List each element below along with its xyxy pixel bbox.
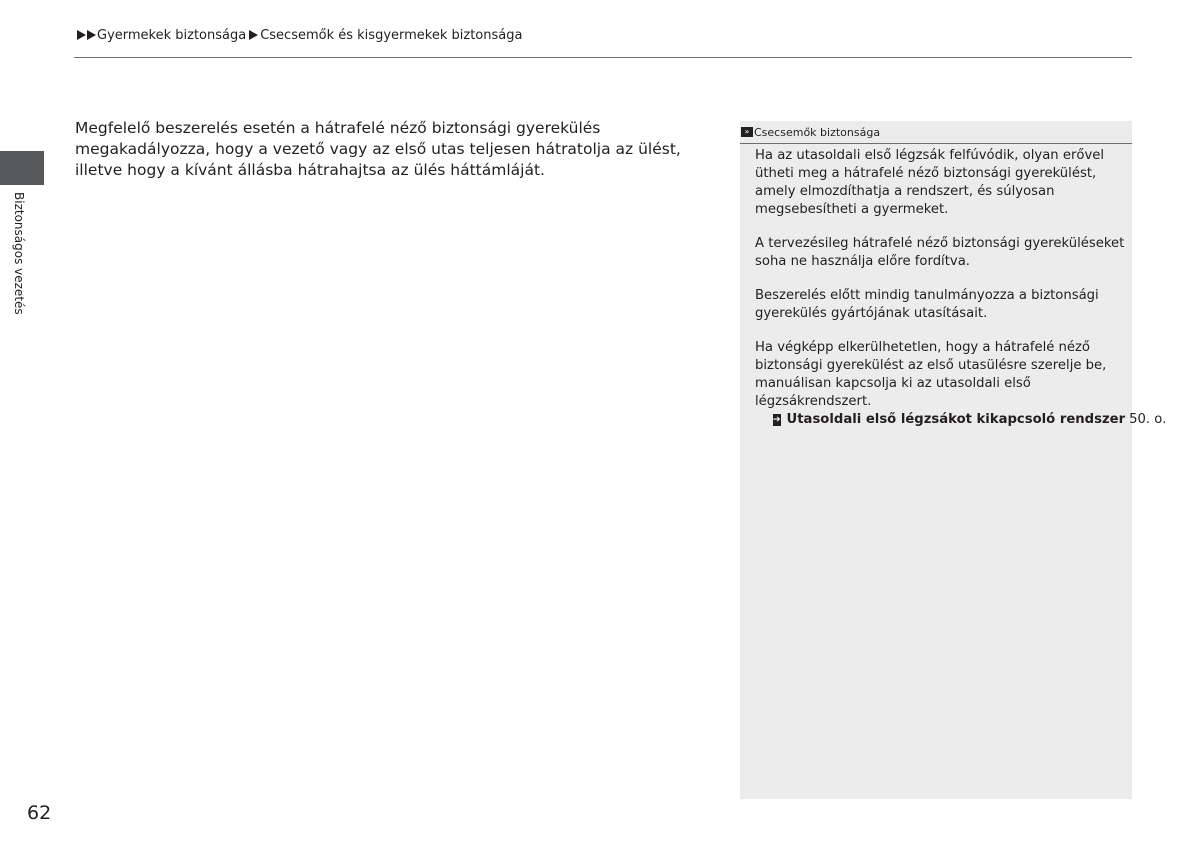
breadcrumb-item-child-safety[interactable]: Gyermekek biztonsága [97,27,247,43]
double-chevron-icon: » [741,127,753,137]
header-divider [74,57,1132,58]
note-header [740,121,1132,144]
cross-reference-link[interactable] [773,411,1167,429]
chapter-tab-label: Biztonságos vezetés [12,192,26,315]
chapter-tab-marker [0,151,44,185]
note-paragraph: Ha az utasoldali első légzsák felfúvódik, olyan erővel ütheti meg a hátrafelé néző biztonsági gyerekülést, amely elmozdíthatja a rendszert, és súlyosan megsebesítheti a gyermeket. [755,148,1105,217]
note-paragraph: Ha végképp elkerülhetetlen, hogy a hátrafelé néző biztonsági gyerekülést az első utasülésre szerelje be, manuálisan kapcsolja ki az utasoldali első légzsákrendszert. [755,340,1107,409]
breadcrumb [77,26,522,44]
main-paragraph: Megfelelő beszerelés esetén a hátrafelé néző biztonsági gyerekülés megakadályozza, hogy a vezető vagy az első utas teljesen hátratolja az ülést, illetve hogy a kívánt állásba hátrahajtsa az ülés háttámláját. [75,119,681,179]
breadcrumb-arrow-icon [77,30,86,40]
reference-title[interactable]: Utasoldali első légzsákot kikapcsoló rendszer [786,412,1126,427]
note-paragraph: A tervezésileg hátrafelé néző biztonsági gyereküléseket soha ne használja előre fordítva. [755,236,1125,269]
breadcrumb-arrow-icon [249,30,258,40]
breadcrumb-item-infant-safety[interactable]: Csecsemők és kisgyermekek biztonsága [260,27,523,43]
note-header-title: Csecsemők biztonsága [754,125,881,139]
note-body [755,147,1167,429]
breadcrumb-arrow-icon [87,30,96,40]
reference-page: 50. o. [1129,412,1167,427]
note-box [740,121,1167,799]
page-number: 62 [27,802,52,824]
reference-arrow-icon: ➔ [773,415,781,425]
note-paragraph: Beszerelés előtt mindig tanulmányozza a biztonsági gyerekülés gyártójának utasításait. [755,288,1099,321]
